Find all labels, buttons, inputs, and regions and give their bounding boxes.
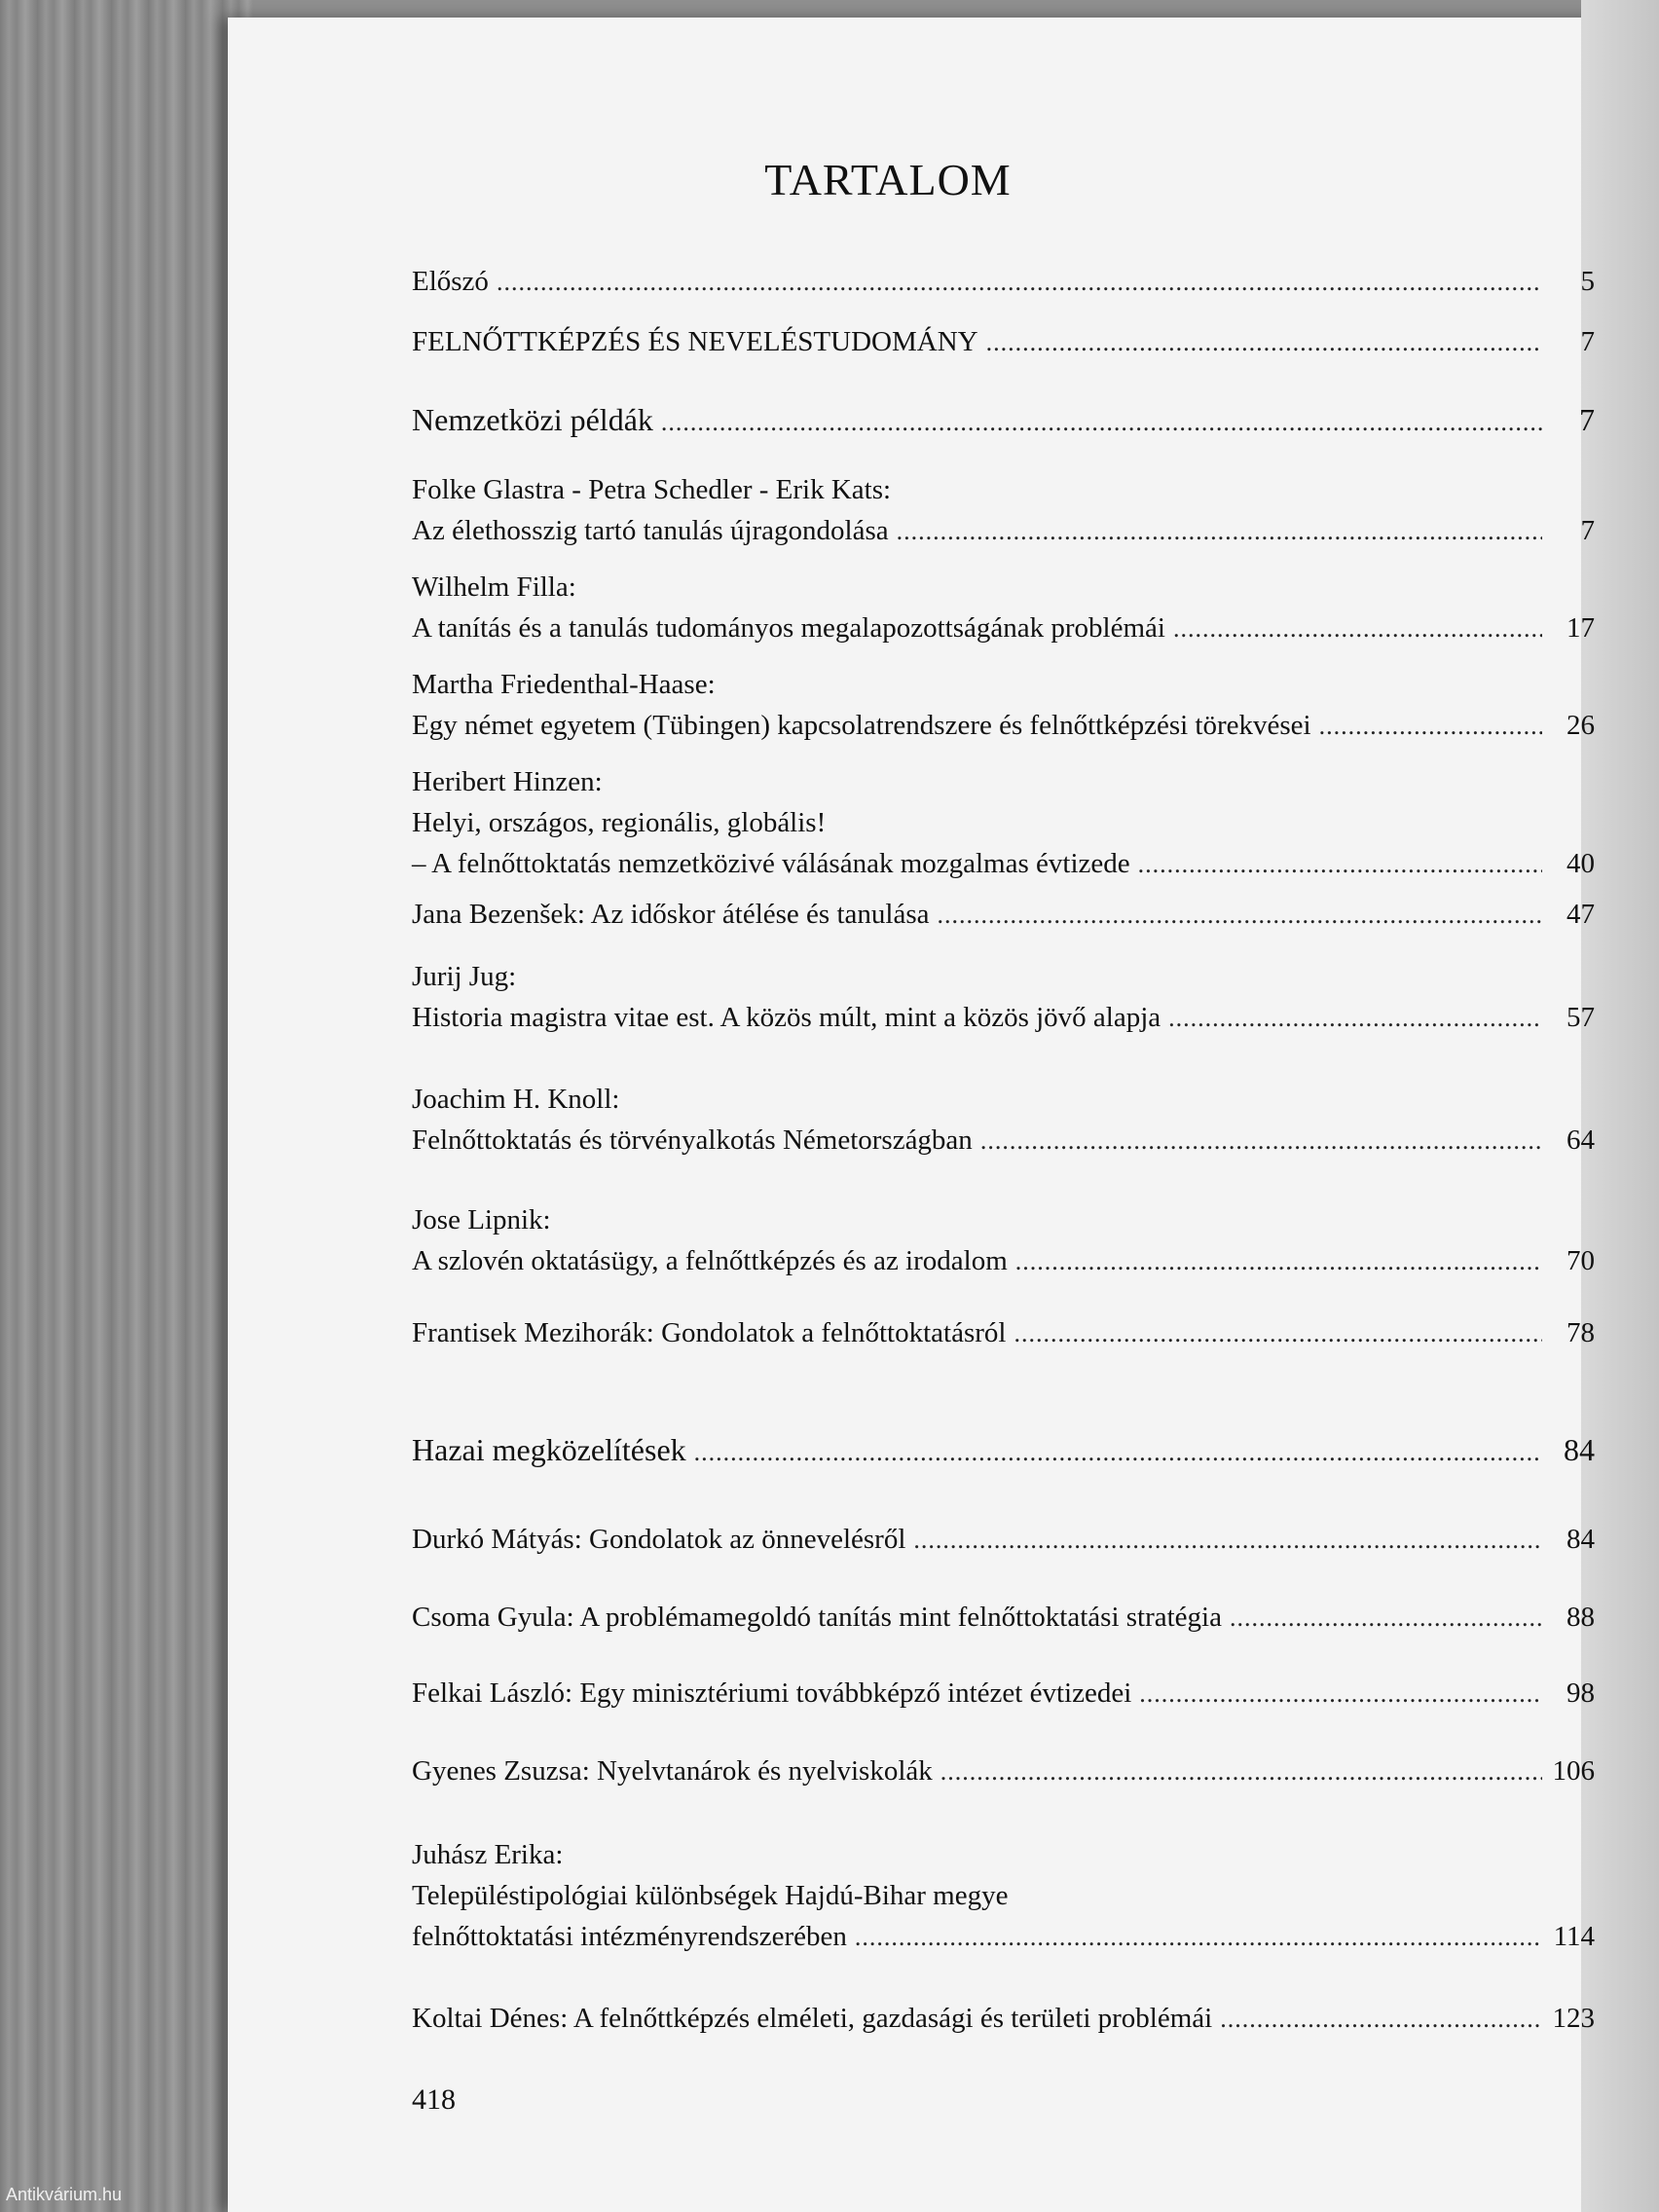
toc-entry-title: Helyi, országos, regionális, globális! — [412, 807, 827, 838]
toc-entry-title: Felnőttoktatás és törvényalkotás Németországban — [412, 1124, 973, 1156]
toc-entry-page: 5 — [1580, 266, 1595, 297]
dot-leader — [897, 511, 1542, 552]
toc-entry — [412, 567, 1595, 649]
toc-entry — [412, 1199, 1595, 1282]
dot-leader — [694, 1432, 1542, 1473]
toc-entry-title: A tanítás és a tanulás tudományos megalapozottságának problémái — [412, 612, 1165, 644]
toc-entry-title: Településtipológiai különbségek Hajdú-Bihar megye — [412, 1880, 1009, 1911]
toc-entry-author: Heribert Hinzen: — [412, 766, 603, 797]
toc-entry — [412, 664, 1595, 747]
toc-entry-page: 84 — [1567, 1524, 1595, 1555]
toc-entry-title: Nemzetközi példák — [412, 402, 653, 437]
toc-entry-title: Hazai megközelítések — [412, 1432, 686, 1467]
toc-entry-title: FELNŐTTKÉPZÉS ÉS NEVELÉSTUDOMÁNY — [412, 326, 978, 357]
dot-leader — [1319, 706, 1542, 747]
dot-leader — [980, 1121, 1542, 1161]
toc-title: TARTALOM — [764, 155, 1012, 204]
dot-leader — [1168, 998, 1542, 1039]
dot-leader — [1014, 1313, 1542, 1354]
dot-leader — [1138, 844, 1542, 885]
page-number: 418 — [412, 2083, 456, 2116]
dot-leader — [855, 1917, 1542, 1958]
toc-entry-page: 106 — [1552, 1755, 1595, 1787]
toc-entry-title: Előszó — [412, 266, 489, 297]
toc-entry-title: Az élethosszig tartó tanulás újragondolása — [412, 515, 889, 546]
watermark: Antikvárium.hu — [6, 2185, 123, 2204]
toc-entry-page: 70 — [1567, 1245, 1595, 1276]
toc-entry-title: A szlovén oktatásügy, a felnőttképzés és az irodalom — [412, 1245, 1008, 1276]
toc-entry — [412, 761, 1595, 885]
toc-entry — [412, 469, 1595, 552]
toc-entry — [412, 956, 1595, 1039]
toc-entry-title: felnőttoktatási intézményrendszerében — [412, 1921, 847, 1952]
toc-entry-title: Historia magistra vitae est. A közös múlt, mint a közös jövő alapja — [412, 1002, 1161, 1033]
dot-leader — [1220, 1999, 1542, 2040]
toc-entry — [412, 1834, 1595, 1958]
toc-entry-page: 7 — [1580, 326, 1595, 357]
dot-leader — [1173, 608, 1542, 649]
toc-entry-page: 98 — [1567, 1677, 1595, 1709]
toc-entry-page: 17 — [1567, 612, 1595, 644]
dot-leader — [1139, 1674, 1542, 1714]
toc-entry-author: Jurij Jug: — [412, 961, 517, 992]
toc-entry — [412, 321, 1595, 363]
toc-entry-title: Egy német egyetem (Tübingen) kapcsolatrendszere és felnőttképzési törekvései — [412, 710, 1311, 741]
toc-entry-author: Juhász Erika: — [412, 1839, 564, 1870]
toc-entry — [412, 1597, 1595, 1639]
toc-entry-page: 123 — [1552, 2003, 1595, 2034]
toc-entry — [412, 1429, 1595, 1473]
toc-entry-author: Folke Glastra - Petra Schedler - Erik Kats: — [412, 474, 892, 505]
dot-leader — [913, 1520, 1542, 1561]
toc-entry-title: Felkai László: Egy minisztériumi továbbképző intézet évtizedei — [412, 1677, 1132, 1709]
dot-leader — [1015, 1241, 1542, 1282]
toc-entry — [412, 399, 1595, 443]
toc-entry-page: 88 — [1567, 1602, 1595, 1633]
toc-entry-title: Frantisek Mezihorák: Gondolatok a felnőttoktatásról — [412, 1317, 1007, 1348]
toc-entry — [412, 1751, 1595, 1792]
toc-entry-page: 47 — [1567, 899, 1595, 930]
toc-entry-page: 114 — [1553, 1921, 1595, 1952]
dot-leader — [940, 1751, 1542, 1792]
toc-entry-author: Joachim H. Knoll: — [412, 1084, 620, 1115]
toc-entry-page: 78 — [1567, 1317, 1595, 1348]
toc-entry-author: Wilhelm Filla: — [412, 571, 576, 603]
toc-entry-title: Csoma Gyula: A problémamegoldó tanítás mint felnőttoktatási stratégia — [412, 1602, 1222, 1633]
toc-entry — [412, 261, 1595, 303]
toc-entry-page: 64 — [1567, 1124, 1595, 1156]
toc-entry-page: 84 — [1564, 1432, 1595, 1467]
toc-entry — [412, 894, 1595, 936]
toc-entry-page: 57 — [1567, 1002, 1595, 1033]
toc-entry — [412, 1673, 1595, 1714]
table-background — [0, 0, 253, 2212]
toc-entry — [412, 1312, 1595, 1354]
toc-entry-page: 26 — [1567, 710, 1595, 741]
toc-entry — [412, 1079, 1595, 1161]
toc-entry-title: Koltai Dénes: A felnőttképzés elméleti, gazdasági és területi problémái — [412, 2003, 1213, 2034]
dot-leader — [937, 895, 1542, 936]
toc-entry-page: 7 — [1580, 515, 1595, 546]
toc-entry-title: – A felnőttoktatás nemzetközivé válásának mozgalmas évtizede — [412, 848, 1130, 879]
toc-entry-title: Jana Bezenšek: Az időskor átélése és tanulása — [412, 899, 930, 930]
dot-leader — [497, 262, 1542, 303]
toc-entry — [412, 1519, 1595, 1561]
dot-leader — [1230, 1598, 1542, 1639]
toc-entry-author: Martha Friedenthal-Haase: — [412, 669, 716, 700]
toc-entry-page: 40 — [1567, 848, 1595, 879]
dot-leader — [661, 402, 1542, 443]
toc-entry-page: 7 — [1579, 402, 1595, 437]
toc-entry — [412, 1998, 1595, 2040]
toc-entry-title: Durkó Mátyás: Gondolatok az önnevelésről — [412, 1524, 906, 1555]
toc-entry-title: Gyenes Zsuzsa: Nyelvtanárok és nyelviskolák — [412, 1755, 933, 1787]
toc-entry-author: Jose Lipnik: — [412, 1204, 551, 1235]
dot-leader — [986, 322, 1542, 363]
